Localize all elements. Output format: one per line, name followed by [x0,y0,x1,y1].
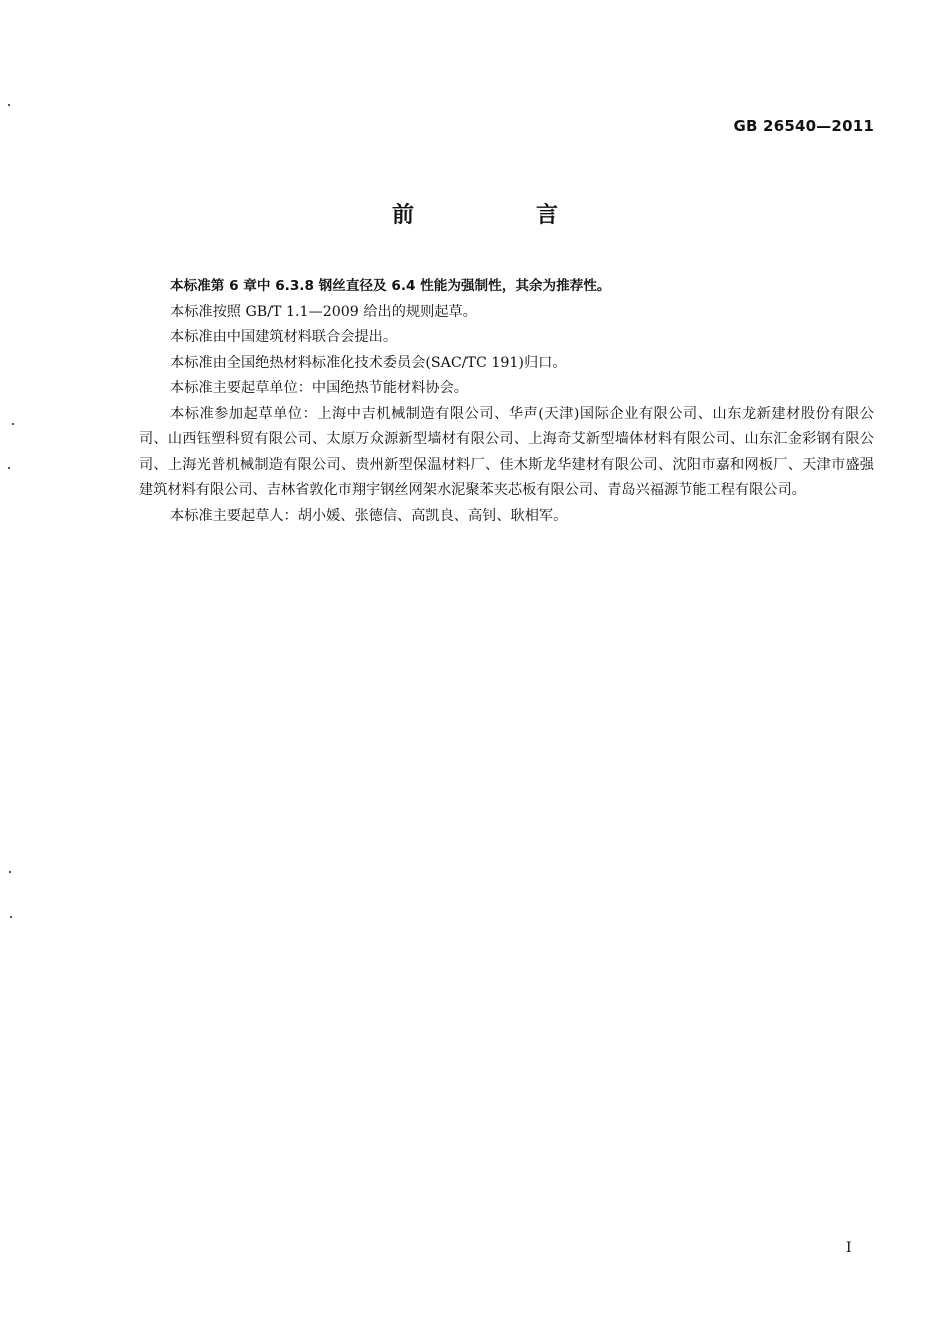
scan-speck [12,423,14,425]
standard-code: GB 26540—2011 [733,117,874,135]
main-drafting-unit-paragraph: 本标准主要起草单位：中国绝热节能材料协会。 [170,380,468,396]
page-number: I [846,1240,852,1256]
scan-speck [10,916,12,918]
page-title: 前 言 [391,203,608,228]
proposer-paragraph: 本标准由中国建筑材料联合会提出。 [170,329,398,345]
drafting-rules-paragraph: 本标准按照 GB/T 1.1—2009 给出的规则起草。 [170,303,477,320]
mandatory-clause-paragraph: 本标准第 6 章中 6.3.8 钢丝直径及 6.4 性能为强制性，其余为推荐性。 [170,278,611,294]
participating-units-paragraph: 本标准参加起草单位：上海中吉机械制造有限公司、华声(天津)国际企业有限公司、山东龙新建材股份有限公司、山西钰塑科贸有限公司、太原万众源新型墙材有限公司、上海奇艾新型墙体材料有限公司、山东汇金彩钢有限公司、上海光普机械制造有限公司、贵州新型保温材料厂、佳木斯龙华建材有限公司、沈阳市嘉和网板厂、天津市盛强建筑材料有限公司、吉林省敦化市翔宇钢丝网架水泥聚苯夹芯板有限公司、青岛兴福源节能工程有限公司。 [139,405,874,498]
foreword-body [139,274,874,529]
technical-committee-paragraph: 本标准由全国绝热材料标准化技术委员会(SAC/TC 191)归口。 [170,354,567,371]
scan-speck [9,871,11,873]
scan-speck [8,104,10,106]
main-drafters-paragraph: 本标准主要起草人：胡小媛、张德信、高凯良、高钊、耿相军。 [170,507,568,524]
scan-speck [8,467,10,469]
